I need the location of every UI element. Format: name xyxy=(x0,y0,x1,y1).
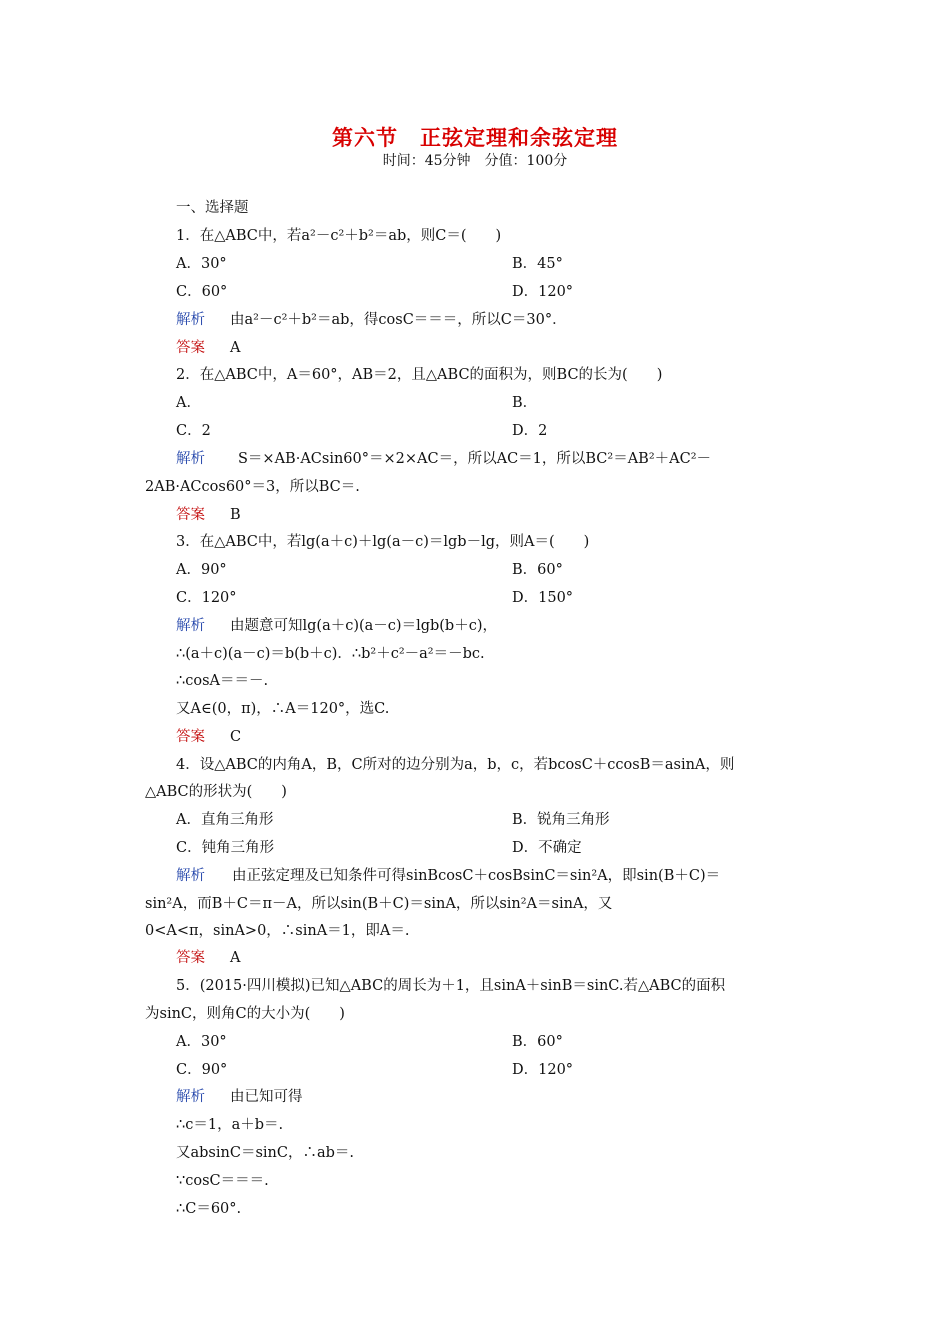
q3-option-b: B．60° xyxy=(512,562,563,578)
q4-analysis-label: 解析 xyxy=(176,868,205,884)
q3-answer: C xyxy=(230,729,242,745)
q2-option-d: D．2 xyxy=(512,423,548,439)
q3-analysis-line4: 又A∈(0，π)，∴A＝120°，选C. xyxy=(176,701,390,717)
q1-option-b: B．45° xyxy=(512,256,563,272)
q3-analysis-label: 解析 xyxy=(176,618,205,634)
q1-analysis-label: 解析 xyxy=(176,312,205,328)
q4-analysis-line3: 0<A<π，sinA>0，∴sinA＝1，即A＝. xyxy=(145,923,410,939)
q1-option-c: C．60° xyxy=(176,284,228,300)
q5-analysis-line5: ∴C＝60°. xyxy=(176,1201,242,1217)
q3-analysis-line3: ∴cosA＝＝－. xyxy=(176,673,269,689)
q4-answer-label: 答案 xyxy=(176,950,205,966)
q5-option-a: A．30° xyxy=(176,1034,227,1050)
q2-answer: B xyxy=(230,507,241,523)
q2-option-a: A． xyxy=(176,395,201,411)
q5-analysis-line3: 又absinC＝sinC，∴ab＝. xyxy=(176,1145,354,1161)
q2-answer-label: 答案 xyxy=(176,507,205,523)
q4-analysis-line2: sin²A，而B＋C＝π－A，所以sin(B＋C)＝sinA，所以sin²A＝sinA，又 xyxy=(145,896,613,912)
page-subtitle: 时间：45分钟 分值：100分 xyxy=(382,153,568,169)
q2-option-c: C．2 xyxy=(176,423,211,439)
q5-analysis-label: 解析 xyxy=(176,1089,205,1105)
q5-stem-line2: 为sinC，则角C的大小为( ) xyxy=(145,1006,345,1022)
q3-stem: 3．在△ABC中，若lg(a＋c)＋lg(a－c)＝lgb－lg，则A＝( ) xyxy=(176,534,590,550)
q2-analysis-line2: 2AB·ACcos60°＝3，所以BC＝. xyxy=(145,479,360,495)
q1-analysis: 由a²－c²＋b²＝ab，得cosC＝＝＝，所以C＝30°． xyxy=(230,312,567,328)
q5-option-c: C．90° xyxy=(176,1062,228,1078)
q4-option-a: A．直角三角形 xyxy=(176,812,274,828)
q4-stem-line1: 4．设△ABC的内角A，B，C所对的边分别为a，b，c，若bcosC＋ccosB＝asinA，则 xyxy=(176,757,735,773)
q5-option-b: B．60° xyxy=(512,1034,563,1050)
q4-analysis-line1: 由正弦定理及已知条件可得sinBcosC＋cosBsinC＝sin²A，即sin(B＋C)＝ xyxy=(232,868,721,884)
q2-analysis-label: 解析 xyxy=(176,451,205,467)
q1-option-d: D．120° xyxy=(512,284,574,300)
q4-option-d: D．不确定 xyxy=(512,840,582,856)
q4-option-b: B．锐角三角形 xyxy=(512,812,610,828)
q5-analysis-line2: ∴c＝1，a＋b＝. xyxy=(176,1117,284,1133)
q3-option-d: D．150° xyxy=(512,590,574,606)
q1-stem: 1．在△ABC中，若a²－c²＋b²＝ab，则C＝( ) xyxy=(176,228,502,244)
q5-stem-line1: 5．(2015·四川模拟)已知△ABC的周长为＋1，且sinA＋sinB＝sinC.若△ABC的面积 xyxy=(176,978,726,994)
section-heading: 一、选择题 xyxy=(176,200,249,216)
q3-option-a: A．90° xyxy=(176,562,227,578)
q2-analysis-line1: S＝×AB·ACsin60°＝×2×AC＝，所以AC＝1，所以BC²＝AB²＋AC²－ xyxy=(238,451,712,467)
q2-stem: 2．在△ABC中，A＝60°，AB＝2，且△ABC的面积为，则BC的长为( ) xyxy=(176,367,663,383)
q1-option-a: A．30° xyxy=(176,256,227,272)
q2-option-b: B． xyxy=(512,395,538,411)
q5-analysis-line4: ∵cosC＝＝＝. xyxy=(176,1173,269,1189)
page-title: 第六节 正弦定理和余弦定理 xyxy=(332,125,618,150)
q4-option-c: C．钝角三角形 xyxy=(176,840,275,856)
q4-stem-line2: △ABC的形状为( ) xyxy=(145,784,287,800)
q3-analysis-line2: ∴(a＋c)(a－c)＝b(b＋c)．∴b²＋c²－a²＝－bc. xyxy=(176,646,485,662)
q1-answer: A xyxy=(230,340,241,356)
q4-answer: A xyxy=(230,950,241,966)
q5-analysis-line1: 由已知可得 xyxy=(230,1089,303,1105)
q5-option-d: D．120° xyxy=(512,1062,574,1078)
q3-answer-label: 答案 xyxy=(176,729,205,745)
q3-option-c: C．120° xyxy=(176,590,237,606)
q1-answer-label: 答案 xyxy=(176,340,205,356)
q3-analysis-line1: 由题意可知lg(a＋c)(a－c)＝lgb(b＋c)， xyxy=(230,618,497,634)
